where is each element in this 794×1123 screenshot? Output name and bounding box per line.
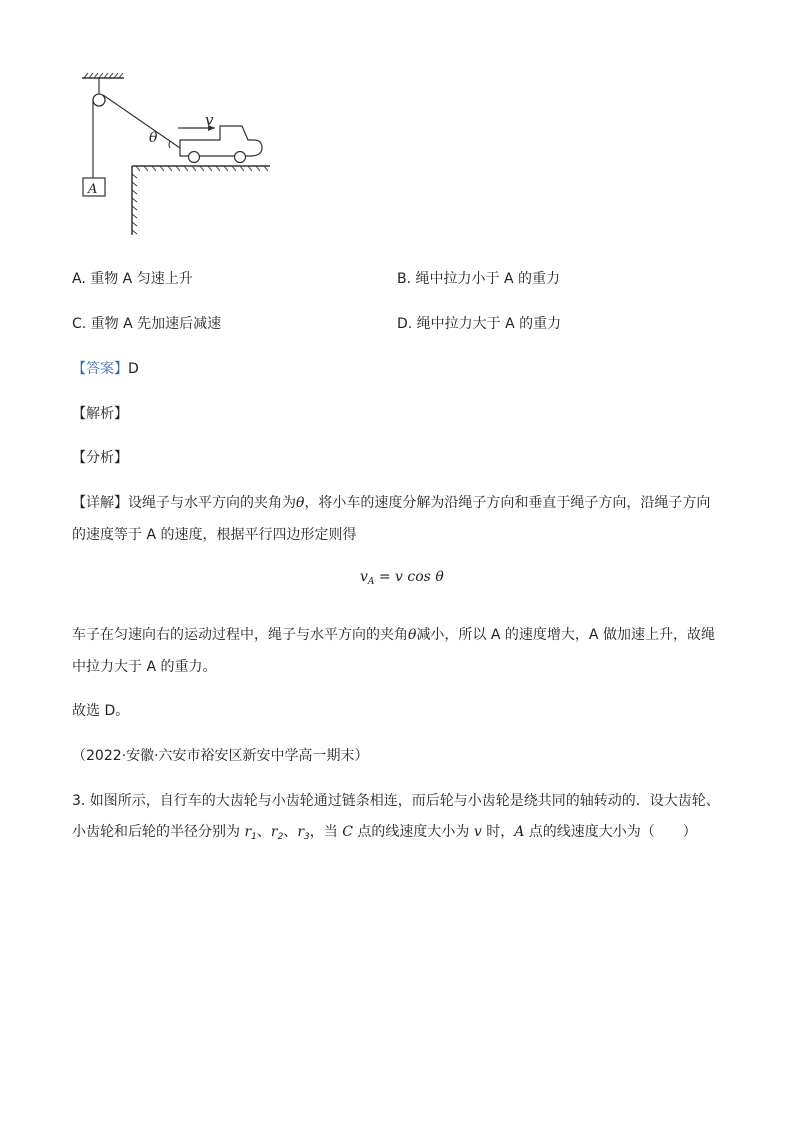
q3-text-d: 时， [481,824,515,840]
point-a: A [514,824,525,840]
q3-text-a: 小齿轮和后轮的半径分别为 [72,824,245,840]
angle-arc [169,141,170,148]
theta-label: θ [149,130,158,146]
q3-text-b: ，当 [309,824,343,840]
truck-wheel-rear [189,152,200,163]
conclusion-line-2: 中拉力大于 A 的重力。 [72,659,217,675]
option-a: A. 重物 A 匀速上升 [72,271,193,287]
r3-sub: 3 [304,832,310,842]
option-c: C. 重物 A 先加速后减速 [72,316,222,332]
option-d: D. 绳中拉力大于 A 的重力 [397,316,562,332]
detail-tag: 【详解】 [72,495,128,511]
q3-line-1: 3. 如图所示，自行车的大齿轮与小齿轮通过链条相连，而后轮与小齿轮是绕共同的轴转动的．设大齿轮、 [72,793,720,809]
analysis-tag: 【解析】 [72,406,128,422]
q3-text-c: 点的线速度大小为 [352,824,474,840]
q3-text-e: 点的线速度大小为（ ） [524,824,697,840]
block-a-label: A [88,182,98,197]
answer-tag: 【答案】 [72,361,128,377]
r3-symbol: r [297,824,305,840]
fenxi-tag: 【分析】 [72,450,128,466]
conclusion-text-1a: 车子在匀速向右的运动过程中，绳子与水平方向的夹角 [72,627,408,643]
formula-lhs: v [360,569,368,585]
rope-slanted [103,95,180,148]
formula-rhs: = v cos θ [374,569,444,585]
choose-line: 故选 D。 [72,703,130,719]
source-line: （2022·安徽·六安市裕安区新安中学高一期末） [72,748,369,764]
conclusion-line-1 [72,624,715,644]
formula [360,569,444,587]
detail-line-2: 的速度等于 A 的速度，根据平行四边形定则得 [72,527,357,543]
point-c: C [342,824,353,840]
detail-theta: θ [296,495,305,511]
formula-lhs-sub: A [367,577,375,587]
option-b: B. 绳中拉力小于 A 的重力 [397,271,560,287]
answer-value: D [128,361,139,377]
q3-line-2 [72,821,697,842]
detail-text-1b: ，将小车的速度分解为沿绳子方向和垂直于绳子方向，沿绳子方向 [304,495,711,511]
truck-wheel-front [235,152,246,163]
r1-symbol: r [244,824,252,840]
detail-text-1a: 设绳子与水平方向的夹角为 [128,495,296,511]
v-symbol: v [473,824,482,840]
physics-figure [70,70,280,240]
r2-sub: 2 [277,832,284,842]
sep-2: 、 [283,824,298,840]
answer-line [72,358,139,378]
sep-1: 、 [256,824,271,840]
conclusion-text-1b: 减小，所以 A 的速度增大，A 做加速上升，故绳 [416,627,715,643]
r2-symbol: r [270,824,278,840]
velocity-label: v [205,111,214,129]
conclusion-theta: θ [408,627,417,643]
detail-line-1 [72,492,710,512]
r1-sub: 1 [251,832,257,842]
